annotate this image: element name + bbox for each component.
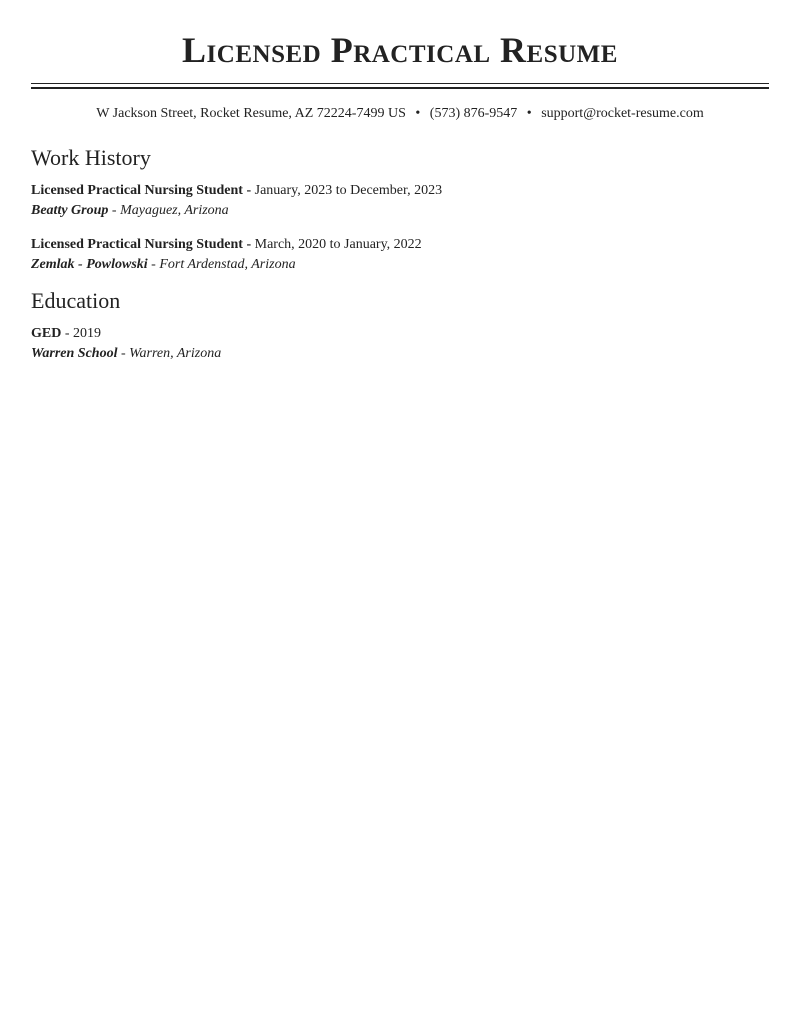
dash-separator: - [108,203,121,218]
education-entry-header [31,324,769,344]
title-divider [31,83,769,89]
work-entry-header [31,235,769,255]
job-position: Licensed Practical Nursing Student [31,183,243,198]
contact-separator: • [415,106,421,121]
education-year: 2019 [73,326,102,341]
contact-line [31,105,769,123]
contact-separator: • [526,106,532,121]
contact-phone: (573) 876-9547 [429,106,518,121]
dash-separator: - [242,183,255,198]
work-entry-employer-line [31,201,769,221]
education-school: Warren School [31,346,118,361]
education-heading: Education [31,288,121,313]
dash-separator: - [117,346,130,361]
work-entry [31,235,769,275]
job-employer: Beatty Group [31,203,109,218]
education-school-line [31,344,769,364]
job-location: Mayaguez, Arizona [120,203,229,218]
contact-address: W Jackson Street, Rocket Resume, AZ 72224-7499 US [96,106,406,121]
work-entry-header [31,181,769,201]
job-position: Licensed Practical Nursing Student [31,237,243,252]
job-employer: Zemlak - Powlowski [31,257,148,272]
resume-title: Licensed Practical Resume [182,30,618,70]
education-entry [31,324,769,364]
work-entry [31,181,769,221]
job-dates: March, 2020 to January, 2022 [254,237,422,252]
job-dates: January, 2023 to December, 2023 [254,183,443,198]
contact-email: support@rocket-resume.com [541,106,704,121]
job-location: Fort Ardenstad, Arizona [159,257,296,272]
work-entry-employer-line [31,255,769,275]
dash-separator: - [147,257,160,272]
dash-separator: - [242,237,255,252]
education-location: Warren, Arizona [129,346,222,361]
dash-separator: - [61,326,74,341]
work-history-heading: Work History [31,145,151,170]
education-degree: GED [31,326,62,341]
